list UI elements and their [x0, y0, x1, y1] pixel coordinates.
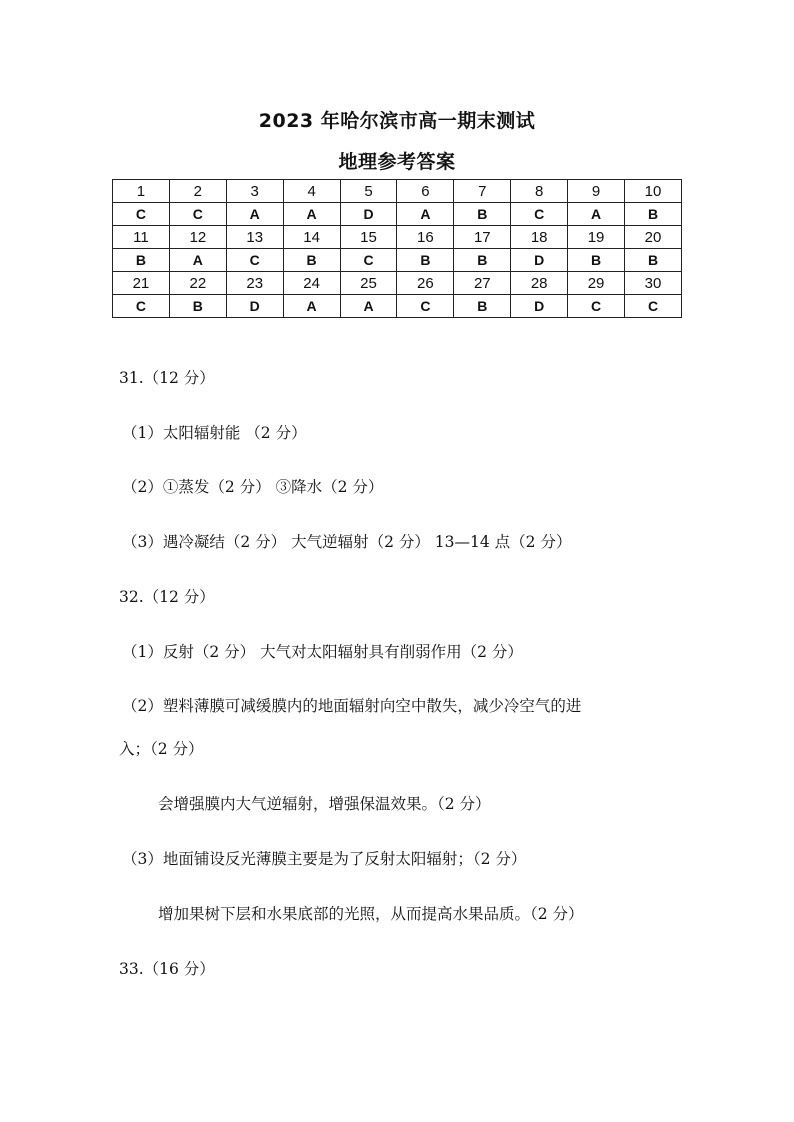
question-number-cell: 20 — [625, 226, 682, 249]
question-number-cell: 29 — [568, 272, 625, 295]
question-number-cell: 27 — [454, 272, 511, 295]
question-number-cell: 17 — [454, 226, 511, 249]
answer-cell: C — [511, 203, 568, 226]
question-number-cell: 8 — [511, 180, 568, 203]
answer-cell: B — [625, 203, 682, 226]
question-number-cell: 7 — [454, 180, 511, 203]
answer-key-table — [112, 179, 682, 318]
question-number-cell: 28 — [511, 272, 568, 295]
page-title: 2023 年哈尔滨市高一期末测试 — [258, 110, 536, 132]
q33-heading: 33.（16 分） — [119, 960, 215, 978]
answer-cell: D — [511, 249, 568, 272]
question-number-cell: 1 — [113, 180, 170, 203]
answer-cell: B — [625, 249, 682, 272]
q32-answer-3-line-2: 增加果树下层和水果底部的光照，从而提高水果品质。（2 分） — [158, 905, 584, 923]
question-number-cell: 2 — [169, 180, 226, 203]
answer-cell: B — [397, 249, 454, 272]
question-number-row — [113, 180, 682, 203]
answer-cell: B — [454, 295, 511, 318]
q32-answer-2-line-3: 会增强膜内大气逆辐射，增强保温效果。（2 分） — [158, 795, 491, 813]
question-number-cell: 14 — [283, 226, 340, 249]
answer-cell: C — [397, 295, 454, 318]
answer-cell: C — [226, 249, 283, 272]
question-number-cell: 18 — [511, 226, 568, 249]
answer-cell: B — [169, 295, 226, 318]
q31-answer-3: （3）遇冷凝结（2 分） 大气逆辐射（2 分） 13—14 点（2 分） — [122, 533, 572, 551]
question-number-cell: 6 — [397, 180, 454, 203]
q32-answer-2-line-1: （2）塑料薄膜可减缓膜内的地面辐射向空中散失，减少冷空气的进 — [122, 697, 582, 715]
question-number-cell: 10 — [625, 180, 682, 203]
question-number-cell: 19 — [568, 226, 625, 249]
answer-cell: C — [340, 249, 397, 272]
question-number-cell: 15 — [340, 226, 397, 249]
question-number-cell: 26 — [397, 272, 454, 295]
answer-cell: A — [340, 295, 397, 318]
question-number-cell: 4 — [283, 180, 340, 203]
q32-answer-3-line-1: （3）地面铺设反光薄膜主要是为了反射太阳辐射；（2 分） — [122, 850, 527, 868]
question-number-cell: 24 — [283, 272, 340, 295]
answer-cell: D — [340, 203, 397, 226]
answer-cell: B — [113, 249, 170, 272]
q32-answer-1: （1）反射（2 分） 大气对太阳辐射具有削弱作用（2 分） — [122, 643, 523, 661]
question-number-cell: 5 — [340, 180, 397, 203]
question-number-row — [113, 226, 682, 249]
answer-cell: B — [454, 249, 511, 272]
question-number-cell: 30 — [625, 272, 682, 295]
answer-cell: D — [226, 295, 283, 318]
answer-cell: C — [113, 203, 170, 226]
question-number-cell: 25 — [340, 272, 397, 295]
answer-cell: B — [283, 249, 340, 272]
answer-cell: C — [169, 203, 226, 226]
question-number-cell: 23 — [226, 272, 283, 295]
question-number-row — [113, 272, 682, 295]
answer-cell: B — [454, 203, 511, 226]
question-number-cell: 11 — [113, 226, 170, 249]
question-number-cell: 12 — [169, 226, 226, 249]
answer-row — [113, 203, 682, 226]
answer-cell: A — [226, 203, 283, 226]
question-number-cell: 21 — [113, 272, 170, 295]
answer-cell: A — [397, 203, 454, 226]
answer-cell: C — [568, 295, 625, 318]
answer-row — [113, 249, 682, 272]
question-number-cell: 22 — [169, 272, 226, 295]
question-number-cell: 3 — [226, 180, 283, 203]
answer-cell: C — [625, 295, 682, 318]
q32-answer-2-line-2: 入；（2 分） — [119, 740, 204, 758]
question-number-cell: 13 — [226, 226, 283, 249]
answer-cell: D — [511, 295, 568, 318]
page-subtitle: 地理参考答案 — [338, 151, 456, 173]
answer-cell: B — [568, 249, 625, 272]
question-number-cell: 9 — [568, 180, 625, 203]
q32-heading: 32.（12 分） — [119, 588, 215, 606]
answer-cell: A — [283, 295, 340, 318]
answer-cell: A — [169, 249, 226, 272]
q31-answer-2: （2）①蒸发（2 分） ③降水（2 分） — [122, 478, 384, 496]
answer-cell: A — [283, 203, 340, 226]
answer-cell: A — [568, 203, 625, 226]
q31-heading: 31.（12 分） — [119, 369, 215, 387]
answer-cell: C — [113, 295, 170, 318]
answer-row — [113, 295, 682, 318]
q31-answer-1: （1）太阳辐射能 （2 分） — [122, 424, 307, 442]
question-number-cell: 16 — [397, 226, 454, 249]
